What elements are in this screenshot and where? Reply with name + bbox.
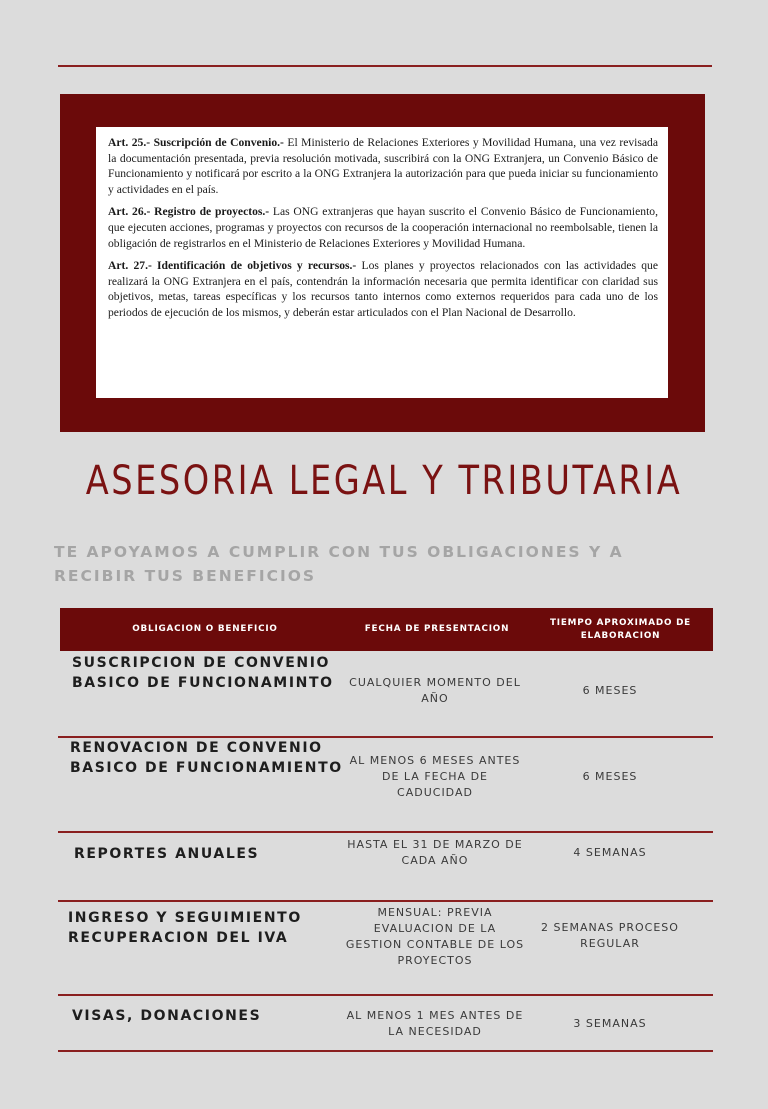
table-cell-date: CUALQUIER MOMENTO DEL AÑO (349, 676, 521, 705)
table-row-label: REPORTES ANUALES (74, 846, 260, 862)
table-row-label: INGRESO Y SEGUIMIENTO RECUPERACION DEL IVA (68, 910, 302, 946)
row-divider (58, 1050, 713, 1052)
page-subtitle: TE APOYAMOS A CUMPLIR CON TUS OBLIGACIONES Y A RECIBIR TUS BENEFICIOS (54, 543, 624, 585)
row-divider (58, 831, 713, 833)
article-body: Las ONG extranjeras que hayan suscrito el Convenio Básico de Funcionamiento, que ejecuten acciones, programas y proyectos con recursos de la cooperación internacional no reembolsable, tienen la obligación de registrarlos en el Ministerio de Relaciones Exteriores y Movilidad Humana. (108, 205, 658, 250)
page-title: ASESORIA LEGAL Y TRIBUTARIA (85, 458, 683, 504)
table-row-label: RENOVACION DE CONVENIO BASICO DE FUNCIONAMIENTO (70, 740, 343, 776)
row-divider (58, 994, 713, 996)
row-divider (58, 900, 713, 902)
column-header-date: FECHA DE PRESENTACION (364, 624, 510, 634)
table-cell-time: 3 SEMANAS (573, 1017, 647, 1030)
article-25 (108, 135, 658, 197)
article-heading: Art. 25.- Suscripción de Convenio.- (108, 136, 284, 149)
table-cell-time: 6 MESES (582, 684, 638, 697)
column-header-obligation: OBLIGACION O BENEFICIO (132, 624, 278, 634)
table-cell-time: 6 MESES (582, 770, 638, 783)
table-cell-time: 2 SEMANAS PROCESO REGULAR (541, 921, 679, 950)
article-body: El Ministerio de Relaciones Exteriores y Movilidad Humana, una vez revisada la documentación presentada, previa resolución motivada, suscribirá con la ONG Extranjera, un Convenio Básico de Funcionamiento y notificará por escrito a la ONG Extranjera la autorización para que pueda iniciar su funcionamiento y actividades en el país. (108, 136, 658, 196)
table-cell-date: MENSUAL: PREVIA EVALUACION DE LA GESTION CONTABLE DE LOS PROYECTOS (345, 906, 525, 967)
law-excerpt (96, 127, 668, 398)
table-cell-date: AL MENOS 1 MES ANTES DE LA NECESIDAD (346, 1009, 524, 1038)
column-header-time-label: TIEMPO APROXIMADO DE ELABORACION (550, 617, 691, 641)
article-heading: Art. 26.- Registro de proyectos.- (108, 205, 270, 219)
article-27 (108, 258, 658, 320)
table-header (60, 608, 713, 651)
table-cell-date: AL MENOS 6 MESES ANTES DE LA FECHA DE CADUCIDAD (349, 754, 521, 799)
table-row-label: SUSCRIPCION DE CONVENIO BASICO DE FUNCIONAMINTO (72, 655, 334, 691)
table-cell-time: 4 SEMANAS (573, 846, 647, 859)
article-heading: Art. 27.- Identificación de objetivos y recursos.- (108, 259, 357, 273)
table-cell-date: HASTA EL 31 DE MARZO DE CADA AÑO (347, 838, 523, 867)
article-26 (108, 204, 658, 251)
table-row-label: VISAS, DONACIONES (72, 1008, 262, 1024)
column-header-time (528, 608, 713, 651)
article-body: Los planes y proyectos relacionados con las actividades que realizará la ONG Extranjera en el país, contendrán la información necesaria que permita identificar con claridad sus objetivos, metas, tareas específicas y los recursos tanto internos como externos requeridos para cada uno de los periodos de ejecución de los mismos, y deberán estar articulados con el Plan Nacional de Desarrollo. (108, 259, 658, 319)
top-divider (58, 65, 712, 67)
